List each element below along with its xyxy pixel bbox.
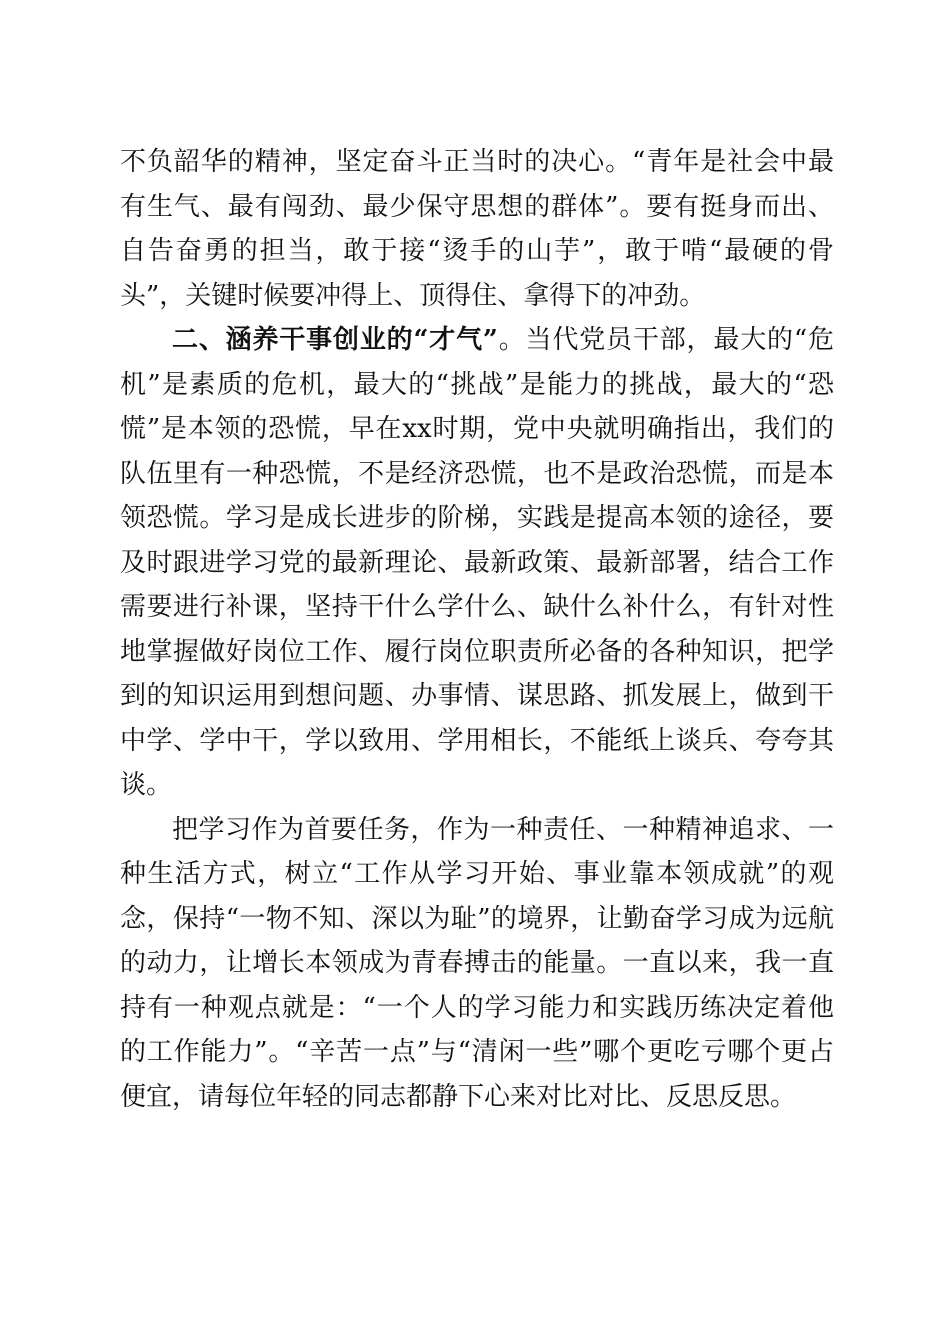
paragraph-text: 把学习作为首要任务，作为一种责任、一种精神追求、一种生活方式，树立“工作从学习开始、事业靠本领成就”的观念，保持“一物不知、深以为耻”的境界，让勤奋学习成为远航的动力，让增长本领成为青春搏击的能量。一直以来，我一直持有一种观点就是：“一个人的学习能力和实践历练决定着他的工作能力”。“辛苦一点”与“清闲一些”哪个更吃亏哪个更占便宜，请每位年轻的同志都静下心来对比对比、反思反思。	[120, 814, 834, 1112]
document-page	[120, 140, 834, 1119]
section-heading: 二、涵养干事创业的“才气”	[172, 325, 498, 355]
paragraph-continuation	[120, 140, 834, 318]
paragraph-text: 不负韶华的精神，坚定奋斗正当时的决心。“青年是社会中最有生气、最有闯劲、最少保守思想的群体”。要有挺身而出、自告奋勇的担当，敢于接“烫手的山芋”，敢于啃“最硬的骨头”，关键时候要冲得上、顶得住、拿得下的冲劲。	[120, 147, 834, 311]
paragraph-section-two	[120, 318, 834, 808]
paragraph-text: 。当代党员干部，最大的“危机”是素质的危机，最大的“挑战”是能力的挑战，最大的“恐慌”是本领的恐慌，早在xx时期，党中央就明确指出，我们的队伍里有一种恐慌，不是经济恐慌，也不是政治恐慌，而是本领恐慌。学习是成长进步的阶梯，实践是提高本领的途径，要及时跟进学习党的最新理论、最新政策、最新部署，结合工作需要进行补课，坚持干什么学什么、缺什么补什么，有针对性地掌握做好岗位工作、履行岗位职责所必备的各种知识，把学到的知识运用到想问题、办事情、谋思路、抓发展上，做到干中学、学中干，学以致用、学用相长，不能纸上谈兵、夸夸其谈。	[120, 325, 834, 800]
paragraph-study	[120, 808, 834, 1120]
